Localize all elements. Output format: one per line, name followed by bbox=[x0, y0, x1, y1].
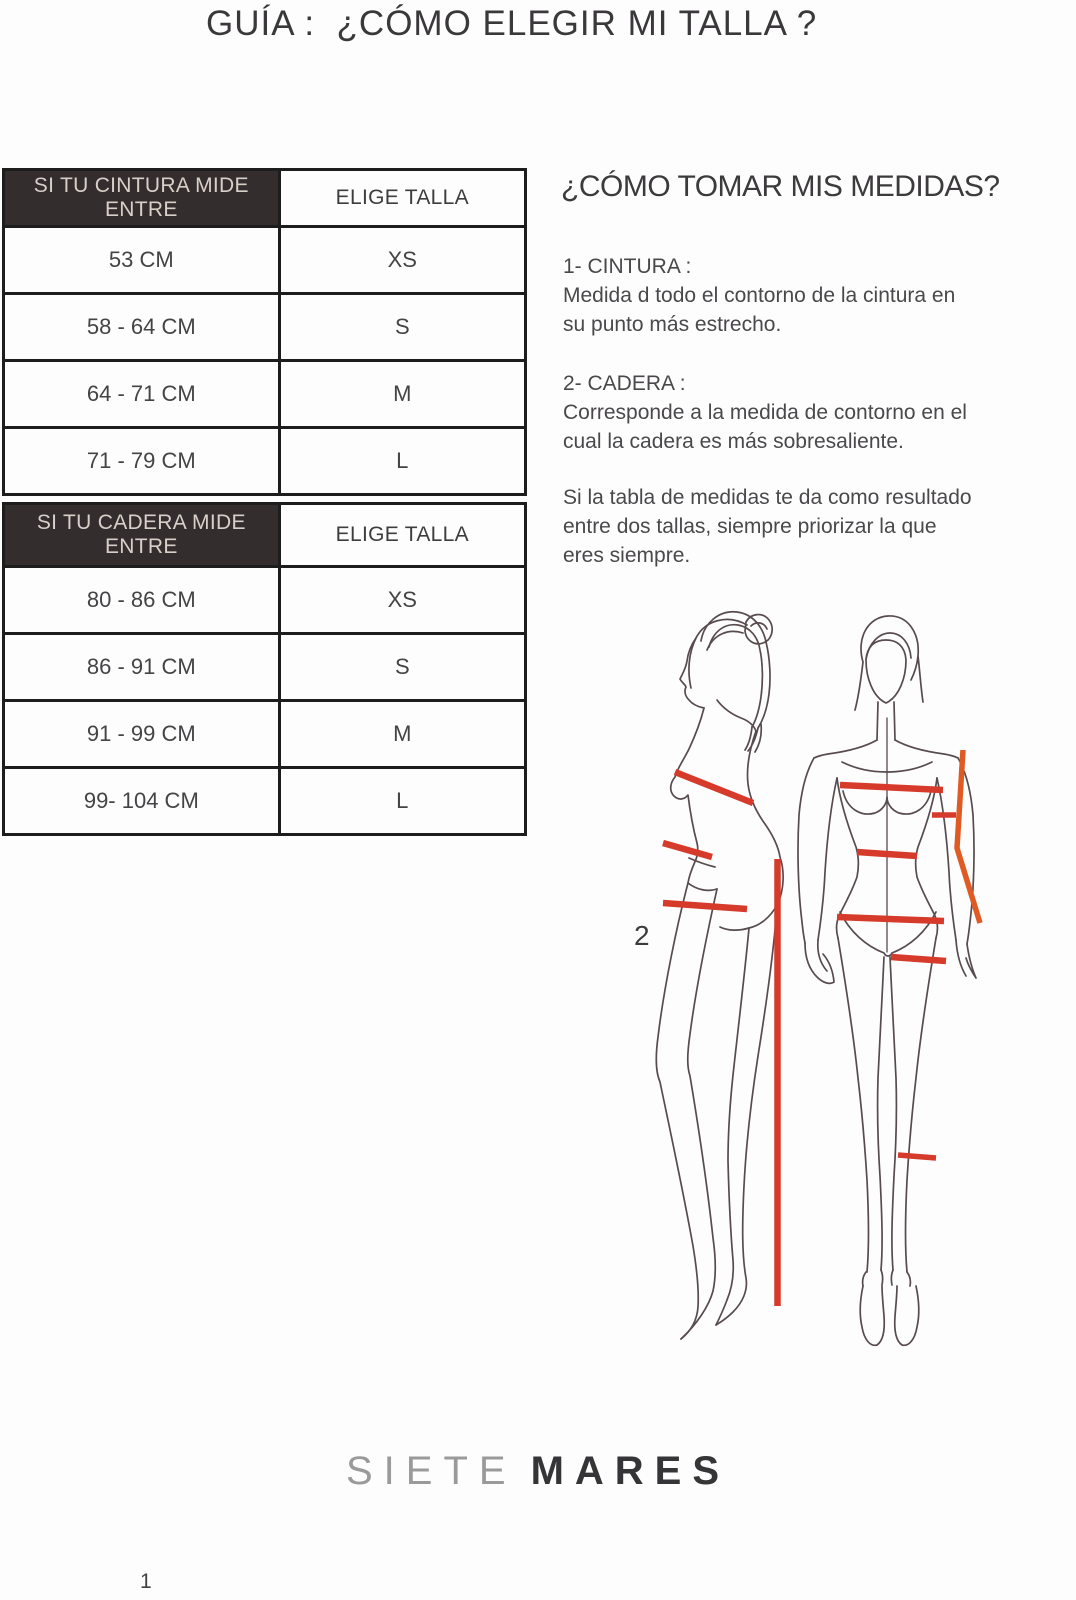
step-cadera bbox=[563, 369, 1043, 456]
table-row bbox=[4, 428, 526, 495]
table-row bbox=[4, 361, 526, 428]
left-leg bbox=[838, 938, 869, 1272]
measure-range-cell: 99- 104 CM bbox=[4, 768, 280, 835]
step-cintura-line: Medida d todo el contorno de la cintura en bbox=[563, 284, 956, 307]
arm-length-segmented-line bbox=[957, 750, 980, 923]
left-arm bbox=[798, 758, 814, 943]
waist-measure-line bbox=[857, 852, 917, 856]
choose-size-header-cell: ELIGE TALLA bbox=[279, 170, 525, 227]
page-title: GUÍA : ¿CÓMO ELEGIR MI TALLA ? bbox=[206, 4, 818, 43]
table-row bbox=[4, 294, 526, 361]
knee-measure-line bbox=[898, 1155, 936, 1158]
size-cell: S bbox=[279, 634, 525, 701]
size-cell: XS bbox=[279, 567, 525, 634]
left-foot bbox=[860, 1286, 884, 1345]
left-arm-inner bbox=[818, 778, 837, 940]
step-cintura bbox=[563, 252, 1043, 339]
raised-arm-inner bbox=[709, 625, 762, 727]
shoulders bbox=[814, 740, 958, 772]
measure-range-cell: 64 - 71 CM bbox=[4, 361, 280, 428]
brand-logo-second-word: MARES bbox=[530, 1449, 731, 1493]
step-cintura-title: 1- CINTURA : bbox=[563, 255, 692, 278]
sizing-note bbox=[563, 483, 1043, 570]
neck-shoulder bbox=[717, 700, 756, 731]
right-arm-inner bbox=[937, 778, 956, 940]
measurement-figures-illustration bbox=[600, 600, 1000, 1400]
table-row bbox=[4, 227, 526, 294]
right-leg-inner bbox=[890, 957, 896, 1270]
hip-size-table bbox=[2, 502, 527, 836]
waist-size-table bbox=[2, 168, 527, 496]
measure-range-cell: 53 CM bbox=[4, 227, 280, 294]
thigh-measure-line bbox=[891, 957, 946, 961]
front-leg-back bbox=[681, 889, 717, 1339]
measure-range-cell: 71 - 79 CM bbox=[4, 428, 280, 495]
measure-range-cell: 86 - 91 CM bbox=[4, 634, 280, 701]
measure-range-cell: 91 - 99 CM bbox=[4, 701, 280, 768]
hip-step-label: 2 bbox=[634, 920, 650, 951]
table-row bbox=[4, 701, 526, 768]
neck bbox=[877, 702, 895, 740]
size-cell: L bbox=[279, 768, 525, 835]
choose-size-header-cell: ELIGE TALLA bbox=[279, 504, 525, 567]
note-line: Si la tabla de medidas te da como resultado bbox=[563, 486, 972, 509]
side-view-measure-lines bbox=[663, 772, 753, 909]
hip-measure-line bbox=[837, 917, 944, 921]
note-line: eres siempre. bbox=[563, 544, 691, 567]
size-cell: M bbox=[279, 361, 525, 428]
hip-measure-line bbox=[663, 903, 747, 909]
size-cell: L bbox=[279, 428, 525, 495]
step-cadera-title: 2- CADERA : bbox=[563, 372, 686, 395]
ankle-notches bbox=[863, 1270, 911, 1286]
waist-measure-line bbox=[663, 843, 712, 857]
size-cell: S bbox=[279, 294, 525, 361]
left-leg-inner bbox=[878, 957, 884, 1270]
step-cadera-line: Corresponde a la medida de contorno en el bbox=[563, 401, 967, 424]
table-row bbox=[4, 768, 526, 835]
table-row bbox=[4, 634, 526, 701]
waist-header-cell: SI TU CINTURA MIDE ENTRE bbox=[4, 170, 280, 227]
measure-range-cell: 80 - 86 CM bbox=[4, 567, 280, 634]
size-cell: M bbox=[279, 701, 525, 768]
right-leg bbox=[906, 938, 937, 1272]
page-number: 1 bbox=[140, 1570, 152, 1593]
face bbox=[866, 640, 906, 703]
bust-measure-line bbox=[840, 785, 943, 790]
right-hand bbox=[956, 940, 976, 978]
bust-measure-line bbox=[675, 772, 753, 803]
raised-arm bbox=[701, 612, 770, 728]
brand-logo-first-word: SIETE bbox=[345, 1449, 517, 1493]
torso-front bbox=[671, 708, 704, 883]
left-hand bbox=[805, 940, 834, 983]
back-leg bbox=[716, 905, 777, 1325]
brand-logo bbox=[0, 1449, 1076, 1494]
table-header-row bbox=[4, 170, 526, 227]
table-header-row bbox=[4, 504, 526, 567]
step-cadera-line: cual la cadera es más sobresaliente. bbox=[563, 430, 904, 453]
front-view-figure bbox=[798, 616, 976, 1345]
note-line: entre dos tallas, siempre priorizar la que bbox=[563, 515, 937, 538]
front-leg bbox=[656, 883, 698, 1339]
bikini bbox=[688, 858, 749, 930]
hair bbox=[855, 616, 923, 710]
side-view-figure bbox=[656, 612, 783, 1339]
howto-heading: ¿CÓMO TOMAR MIS MEDIDAS? bbox=[561, 170, 1000, 203]
hair bbox=[689, 619, 747, 688]
right-foot bbox=[895, 1286, 919, 1345]
table-row bbox=[4, 567, 526, 634]
measure-range-cell: 58 - 64 CM bbox=[4, 294, 280, 361]
step-cintura-line: su punto más estrecho. bbox=[563, 313, 782, 336]
size-cell: XS bbox=[279, 227, 525, 294]
hip-header-cell: SI TU CADERA MIDE ENTRE bbox=[4, 504, 280, 567]
